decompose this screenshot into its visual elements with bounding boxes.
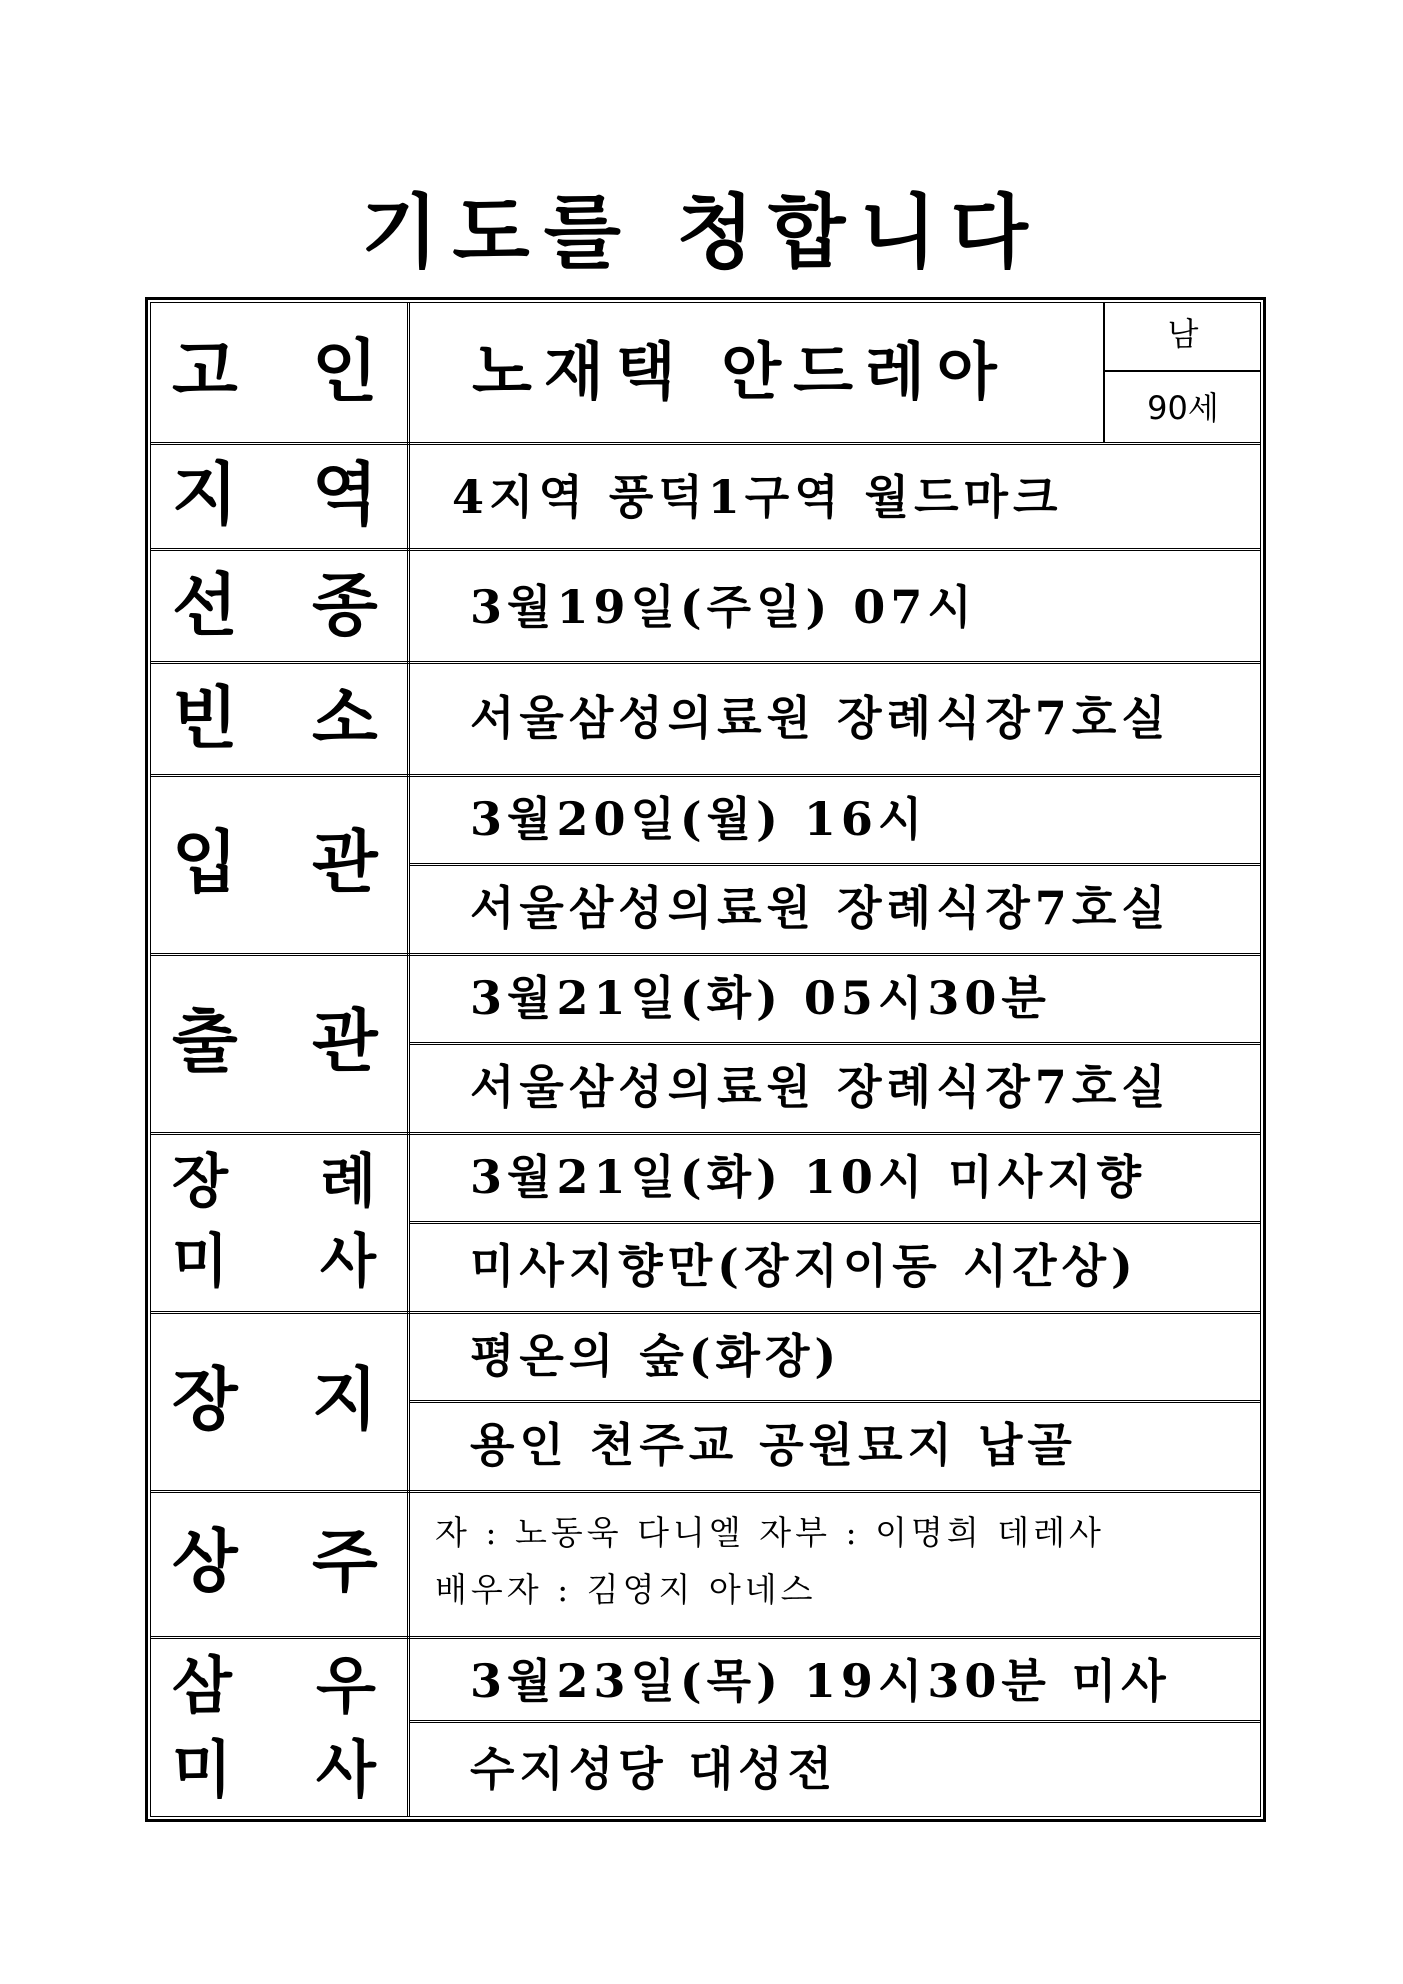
encoffinment-time: 3월20일(월) 16시 xyxy=(470,792,928,846)
deceased-gender: 남 xyxy=(1167,315,1199,353)
label-char: 주 xyxy=(312,1522,378,1602)
label-char: 빈 xyxy=(172,679,238,759)
mourners-line2: 배우자 : 김영지 아네스 xyxy=(435,1570,817,1609)
burial-line1: 평온의 숲(화장) xyxy=(470,1329,842,1383)
label-char: 례 xyxy=(320,1147,377,1215)
label-char: 미 xyxy=(172,1733,232,1806)
subrow-divider xyxy=(410,863,1261,869)
funeral-mass-note: 미사지향만(장지이동 시간상) xyxy=(470,1239,1138,1293)
label-char: 역 xyxy=(312,455,378,535)
subrow-divider xyxy=(410,1720,1261,1726)
label-char: 관 xyxy=(312,1002,378,1082)
death-value: 3월19일(주일) 07시 xyxy=(470,580,977,634)
row-divider xyxy=(150,1132,1261,1138)
label-char: 장 xyxy=(172,1360,238,1440)
third-day-mass-place: 수지성당 대성전 xyxy=(470,1742,838,1796)
mourners-line1: 자 : 노동욱 다니엘 자부 : 이명희 데레사 xyxy=(435,1513,1105,1552)
row-divider xyxy=(150,442,1261,448)
mourners-label xyxy=(172,1522,387,1602)
label-char: 고 xyxy=(172,332,238,412)
region-value: 4지역 풍덕1구역 월드마크 xyxy=(452,470,1063,524)
row-divider xyxy=(150,1311,1261,1317)
third-day-mass-time: 3월23일(목) 19시30분 미사 xyxy=(470,1654,1171,1708)
departure-label xyxy=(172,1002,387,1082)
label-char: 입 xyxy=(172,823,238,903)
mortuary-label xyxy=(172,679,387,759)
funeral-mass-time: 3월21일(화) 10시 미사지향 xyxy=(470,1150,1147,1204)
row-divider xyxy=(150,548,1261,554)
label-char: 장 xyxy=(172,1147,229,1215)
burial-label xyxy=(172,1360,387,1440)
deceased-age: 90세 xyxy=(1147,389,1219,427)
label-char: 우 xyxy=(316,1649,376,1722)
region-label xyxy=(172,455,387,535)
label-char: 선 xyxy=(172,566,238,646)
row-divider xyxy=(150,774,1261,780)
departure-time: 3월21일(화) 05시30분 xyxy=(470,971,1051,1025)
subrow-divider xyxy=(410,1042,1261,1048)
label-char: 출 xyxy=(172,1002,238,1082)
label-char: 소 xyxy=(312,679,378,759)
funeral-mass-label xyxy=(172,1145,387,1305)
death-label xyxy=(172,566,387,646)
label-char: 지 xyxy=(172,455,238,535)
deceased-name: 노재택 안드레아 xyxy=(472,335,1009,408)
row-divider xyxy=(150,661,1261,667)
label-char: 미 xyxy=(172,1227,229,1295)
subrow-divider xyxy=(410,1221,1261,1227)
label-char: 지 xyxy=(312,1360,378,1440)
row-divider xyxy=(150,953,1261,959)
column-divider-small xyxy=(1103,302,1105,443)
label-char: 종 xyxy=(312,566,378,646)
row-divider xyxy=(150,1490,1261,1496)
encoffinment-place: 서울삼성의료원 장례식장7호실 xyxy=(470,881,1171,935)
label-char: 사 xyxy=(320,1227,377,1295)
subrow-divider xyxy=(410,1400,1261,1406)
mortuary-value: 서울삼성의료원 장례식장7호실 xyxy=(470,691,1171,745)
label-char: 관 xyxy=(312,823,378,903)
deceased-label xyxy=(172,332,387,412)
encoffinment-label xyxy=(172,823,387,903)
label-char: 상 xyxy=(172,1522,238,1602)
subrow-divider xyxy=(1103,370,1261,372)
label-char: 삼 xyxy=(172,1649,232,1722)
column-divider xyxy=(407,302,413,1817)
label-char: 사 xyxy=(316,1733,376,1806)
burial-line2: 용인 천주교 공원묘지 납골 xyxy=(470,1418,1077,1472)
page-title: 기도를 청합니다 xyxy=(361,185,1042,279)
third-day-mass-label xyxy=(172,1648,387,1812)
departure-place: 서울삼성의료원 장례식장7호실 xyxy=(470,1060,1171,1114)
row-divider xyxy=(150,1636,1261,1642)
label-char: 인 xyxy=(312,332,378,412)
